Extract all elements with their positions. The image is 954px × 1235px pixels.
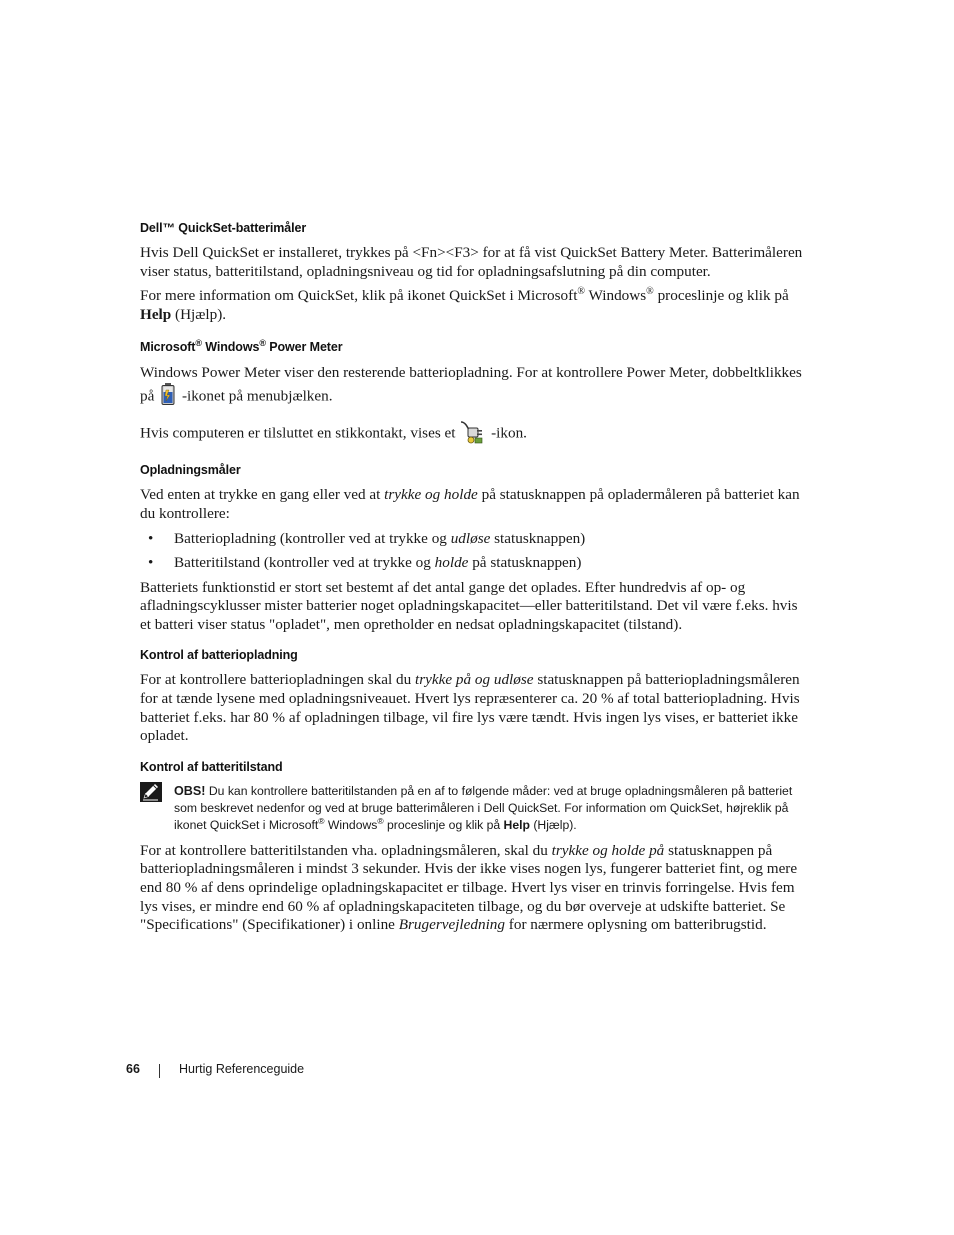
- registered-mark: ®: [259, 338, 266, 349]
- heading-charge-gauge: Opladningsmåler: [140, 463, 241, 478]
- text-run: Windows: [585, 287, 647, 305]
- paragraph-check-charge: [140, 671, 812, 745]
- emphasis-text: udløse: [450, 529, 491, 547]
- registered-mark: ®: [377, 815, 384, 826]
- text-run: proceslinje og klik på: [653, 287, 789, 305]
- emphasis-text: holde: [434, 554, 469, 572]
- note-label: OBS!: [174, 783, 206, 798]
- text-run: For at kontrollere batteritilstanden vha. opladningsmåleren, skal du: [140, 841, 552, 859]
- registered-mark: ®: [646, 286, 654, 298]
- registered-mark: ®: [318, 815, 325, 826]
- list-item: [140, 554, 812, 573]
- text-run: Power Meter: [265, 340, 343, 355]
- text-run: Windows Power Meter viser den resterende batteriopladning. For at kontrollere Power Meter, dobbeltklikkes på: [140, 363, 802, 405]
- text-run: Ved enten at trykke en gang eller ved at: [140, 486, 385, 504]
- bullet-mark: •: [148, 554, 154, 572]
- text-run: Windows: [324, 817, 378, 832]
- page-content: [140, 221, 812, 941]
- text-run: -ikon.: [487, 424, 527, 441]
- power-plug-icon: [459, 418, 487, 450]
- list-item: [140, 530, 812, 549]
- heading-check-charge: Kontrol af batteriopladning: [140, 648, 298, 663]
- text-run: statusknappen): [490, 529, 586, 547]
- bullet-mark: •: [148, 529, 154, 547]
- text-run: på statusknappen): [468, 554, 582, 572]
- emphasis-text: trykke og holde på: [551, 841, 665, 859]
- text-run: statusknappen på batteriopladningsmåleren i mindst 3 sekunder. Hvis der ikke vises nogen lys, fungerer batteriet fint, og mere end 80 % af dens oprindelige opladningskapacitet er tilbage. Hvert lys viser en trinvis forringelse. Hvis fem lys vises, er mindre end 60 % af opladningskapaciteten tilbage, og du bør overveje at udskifte batteriet. Se "Specifications" (Specifikationer) i online: [140, 841, 798, 934]
- text-run: -ikonet på menubjælken.: [178, 387, 333, 405]
- heading-power-meter: [140, 338, 812, 354]
- text-run: For at kontrollere batteriopladningen skal du: [140, 671, 415, 689]
- heading-quickset-battery-meter: Dell™ QuickSet-batterimåler: [140, 221, 307, 235]
- text-run: For mere information om QuickSet, klik på ikonet QuickSet i Microsoft: [140, 287, 578, 305]
- footer-divider: [159, 1064, 160, 1078]
- page-footer: [126, 1062, 305, 1076]
- bullet-list: [140, 530, 812, 573]
- text-run: Windows: [201, 340, 260, 355]
- page-number: 66: [126, 1062, 140, 1076]
- emphasis-text: trykke på og udløse: [415, 671, 534, 689]
- footer-title: Hurtig Referenceguide: [179, 1062, 305, 1076]
- help-term: Help: [503, 817, 530, 832]
- text-run: Hvis computeren er tilsluttet en stikkontakt, vises et: [140, 424, 460, 441]
- help-term: Help: [140, 305, 172, 323]
- paragraph-quickset-info: [140, 287, 812, 324]
- text-run: Batteriopladning (kontroller ved at trykke og: [174, 529, 451, 547]
- paragraph-check-health: [140, 842, 812, 935]
- paragraph-power-meter: [140, 364, 812, 412]
- text-run: Du kan kontrollere batteritilstanden på en af to følgende måder: ved at bruge opladningsmåleren på batteriet som beskrevet nedenfor og ved at bruge batterimåleren i Dell QuickSet. For information om QuickSet, højreklik på ikonet QuickSet i Microsoft: [174, 783, 793, 832]
- text-run: Batteritilstand (kontroller ved at trykke og: [174, 554, 435, 572]
- paragraph-quickset-intro: Hvis Dell QuickSet er installeret, trykkes på <Fn><F3> for at få vist QuickSet Battery Meter. Batterimåleren viser status, batteritilstand, opladningsniveau og tid for opladningsafslutning på din computer.: [140, 244, 803, 280]
- registered-mark: ®: [195, 338, 202, 349]
- text-run: statusknappen på batteriopladningsmåleren for at tænde lysene med opladningsniveauet. Hvert lys repræsenterer ca. 20 % af total batteriopladning. Hvis batteriet f.eks. har 80 % af opladningen tilbage, vil fire lys være tændt. Hvis ingen lys vises, er batteriet ikke opladet.: [140, 671, 800, 745]
- note-pencil-icon: [140, 782, 162, 807]
- text-run: proceslinje og klik på: [383, 817, 504, 832]
- battery-icon: [158, 382, 178, 412]
- text-run: for nærmere oplysning om batteribrugstid.: [505, 916, 767, 934]
- text-run: (Hjælp).: [171, 305, 227, 323]
- emphasis-text: Brugervejledning: [398, 916, 505, 934]
- heading-check-health: Kontrol af batteritilstand: [140, 759, 283, 774]
- paragraph-battery-lifetime: Batteriets funktionstid er stort set bestemt af det antal gange det oplades. Efter hundredvis af op- og afladningscyklusser mister batterier noget opladningskapacitet—eller batteritilstand. Det vil være f.eks. hvis et batteri viser status "opladet", men opretholder en nedsat opladningskapacitet (tilstand).: [140, 578, 798, 633]
- text-run: på statusknappen på opladermåleren på batteriet kan du kontrollere:: [140, 486, 800, 522]
- text-run: (Hjælp).: [529, 817, 577, 832]
- paragraph-power-plug: [140, 418, 812, 450]
- text-run: Microsoft: [140, 340, 196, 355]
- emphasis-text: trykke og holde: [384, 486, 478, 504]
- note-block: [140, 783, 812, 834]
- paragraph-charge-gauge: [140, 486, 812, 523]
- registered-mark: ®: [577, 286, 586, 298]
